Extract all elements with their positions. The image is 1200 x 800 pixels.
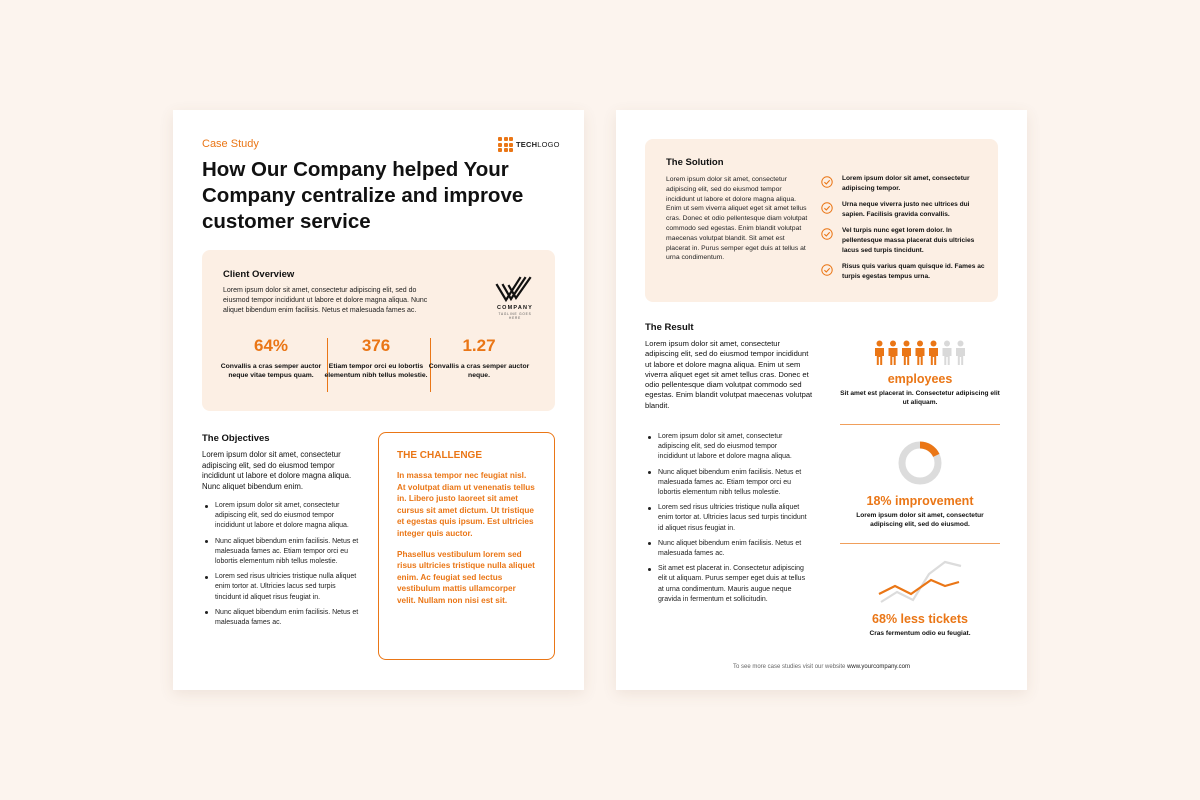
website-link[interactable]: www.yourcompany.com (847, 664, 910, 670)
donut-chart-icon (895, 438, 945, 488)
metric-tickets (840, 554, 1000, 638)
check-item-text: Urna neque viverra justo nec ultrices dui sapien. Facilisis gravida convallis. (842, 201, 970, 218)
check-item (821, 226, 991, 255)
person-icon (956, 341, 965, 366)
metric-title: 18% improvement (866, 494, 974, 508)
check-item (821, 174, 991, 193)
solution-heading: The Solution (666, 157, 724, 168)
people-icon-row (870, 340, 970, 366)
check-item (821, 200, 991, 219)
page-footer (616, 664, 1027, 670)
stat-value: 1.27 (462, 336, 496, 355)
person-icon (916, 341, 925, 366)
stat-label: Convallis a cras semper auctor neque. (428, 363, 530, 379)
case-study-page-2 (616, 110, 1027, 690)
stat-value: 64% (253, 336, 289, 355)
challenge-paragraph: Phasellus vestibulum lorem sed risus ultricies tristique nulla aliquet enim. Ac feugiat sed lectus vestibulum mattis ullamcorper velit. Nullam non nisi est sit. (397, 549, 535, 605)
stat-3 (427, 336, 531, 380)
stat-1 (219, 336, 323, 380)
footer-text: To see more case studies visit our website (733, 664, 846, 670)
challenge-paragraph: In massa tempor nec feugiat nisl. At volutpat diam ut venenatis tellus in. Libero justo laoreet sit amet cursus sit amet dictum. Ut tristique et egestas quis ipsum. Est ultricies integer quis auctor. (397, 471, 535, 538)
metric-desc: Lorem ipsum dolor sit amet, consectetur adipiscing elit, sed do eiusmod. (856, 512, 984, 528)
person-icon (875, 341, 884, 366)
metric-desc: Sit amet est placerat in. Consectetur adipiscing elit ut aliquam. (840, 390, 1000, 406)
result-list (646, 432, 808, 610)
check-circle-icon (821, 176, 833, 188)
solution-checklist (821, 174, 991, 288)
metric-divider (840, 543, 1000, 544)
challenge-box (378, 432, 555, 660)
company-logo (492, 275, 538, 320)
check-item-text: Vel turpis nunc eget lorem dolor. In pellentesque massa placerat duis ultricies lacus sed turpis tincidunt. (842, 227, 975, 254)
dot-grid-icon (498, 137, 513, 152)
person-icon (889, 341, 898, 366)
client-overview-text: Lorem ipsum dolor sit amet, consectetur adipiscing elit, sed do eiusmod tempor incididunt ut labore et dolore magna aliqua. Nunc aliquet bibendum enim facilisis. Netus et malesuada fames ac. (223, 287, 428, 315)
check-item-text: Lorem ipsum dolor sit amet, consectetur adipiscing tempor. (842, 175, 970, 192)
solution-text: Lorem ipsum dolor sit amet, consectetur adipiscing elit, sed do eiusmod tempor incididunt ut labore et dolore magna aliqua. Enim ut sem viverra aliquet eget sit amet tellus cras. Donec et odio pellentesque diam volutpat commodo sed egestas. Enim blandit volutpat maecenas volutpat blandit. Sit amet est placerat in. Purus semper eget duis at tellus at urna condimentum. (666, 176, 808, 262)
client-overview-heading: Client Overview (223, 269, 295, 280)
list-item: Lorem sed risus ultricies tristique nulla aliquet enim tortor at. Ultricies lacus sed turpis tincidunt id aliquet risus feugiat in. (203, 572, 363, 603)
person-icon (902, 341, 911, 366)
list-item: Sit amet est placerat in. Consectetur adipiscing elit ut aliquam. Purus semper eget duis at tellus at urna condimentum. Mauris augue neque gravida in fermentum et sollicitudin. (646, 564, 808, 605)
stat-label: Etiam tempor orci eu lobortis elementum nibh tellus molestie. (324, 363, 428, 379)
kicker-label: Case Study (202, 138, 259, 150)
objectives-heading: The Objectives (202, 433, 270, 444)
result-heading: The Result (645, 322, 694, 333)
list-item: Nunc aliquet bibendum enim facilisis. Netus et malesuada fames ac. (646, 539, 808, 559)
solution-panel (645, 139, 998, 302)
tech-logo (498, 137, 560, 152)
metric-improvement (840, 438, 1000, 529)
objectives-text: Lorem ipsum dolor sit amet, consectetur adipiscing elit, sed do eiusmod tempor incididunt ut labore et dolore magna aliqua. Nunc aliquet bibendum enim. (202, 450, 352, 491)
check-circle-icon (821, 202, 833, 214)
list-item: Nunc aliquet bibendum enim facilisis. Netus et malesuada fames ac. Etiam tempor orci eu lobortis elementum nibh tellus molestie. (203, 537, 363, 568)
stat-label: Convallis a cras semper auctor neque vitae tempus quam. (220, 363, 322, 379)
check-item-text: Risus quis varius quam quisque id. Fames ac turpis egestas tempus urna. (842, 263, 985, 280)
company-tagline: TAGLINE GOES HERE (498, 312, 532, 320)
stat-2 (324, 336, 428, 380)
list-item: Lorem ipsum dolor sit amet, consectetur adipiscing elit, sed do eiusmod tempor incididunt ut labore et dolore magna aliqua. (203, 501, 363, 532)
check-circle-icon (821, 228, 833, 240)
challenge-heading: THE CHALLENGE (397, 450, 482, 461)
tech-logo-text: TECHLOGO (516, 140, 560, 149)
check-item (821, 262, 991, 281)
check-circle-icon (821, 264, 833, 276)
line-chart-icon (875, 554, 965, 606)
list-item: Nunc aliquet bibendum enim facilisis. Netus et malesuada fames ac. (203, 608, 363, 628)
client-overview-panel (202, 250, 555, 411)
metric-employees (840, 340, 1000, 407)
list-item: Nunc aliquet bibendum enim facilisis. Netus et malesuada fames ac. Etiam tempor orci eu lobortis elementum nibh tellus molestie. (646, 468, 808, 499)
stat-value: 376 (361, 336, 391, 355)
list-item: Lorem ipsum dolor sit amet, consectetur adipiscing elit, sed do eiusmod tempor incididunt ut labore et dolore magna aliqua. (646, 432, 808, 463)
company-name: COMPANY (496, 305, 534, 311)
metric-title: 68% less tickets (872, 612, 968, 626)
list-item: Lorem sed risus ultricies tristique nulla aliquet enim tortor at. Ultricies lacus sed turpis tincidunt id aliquet risus feugiat in. (646, 503, 808, 534)
page-title: How Our Company helped Your Company centralize and improve customer service (202, 158, 524, 233)
person-icon (929, 341, 938, 366)
metric-divider (840, 424, 1000, 425)
metric-desc: Cras fermentum odio eu feugiat. (869, 630, 971, 637)
company-logo-mark-icon (494, 275, 536, 303)
objectives-list (203, 501, 363, 633)
result-text: Lorem ipsum dolor sit amet, consectetur adipiscing elit, sed do eiusmod tempor incididunt ut labore et dolore magna aliqua. Enim ut sem viverra aliquet eget sit amet tellus cras. Donec et odio pellentesque diam volutpat commodo sed egestas. Enim blandit volutpat maecenas volutpat blandit. (645, 339, 813, 410)
person-icon (943, 341, 952, 366)
stats-row (202, 336, 555, 396)
metric-title: employees (887, 372, 953, 386)
case-study-page-1 (173, 110, 584, 690)
